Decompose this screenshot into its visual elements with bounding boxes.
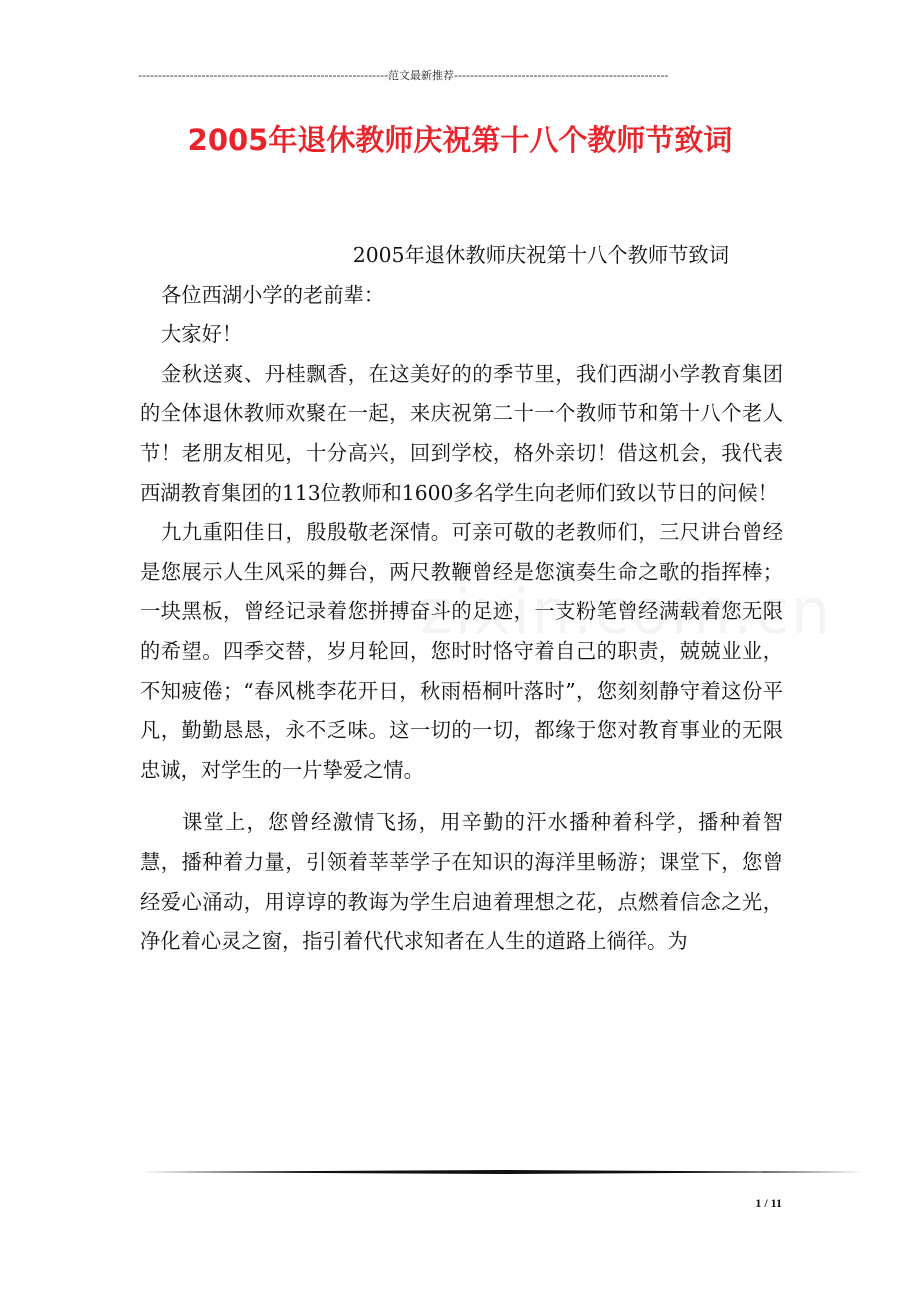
paragraph-3: 课堂上，您曾经激情飞扬，用辛勤的汗水播种着科学，播种着智慧，播种着力量，引领着莘莘学子在知识的海洋里畅游；课堂下，您曾经爱心涌动，用谆谆的教诲为学生启迪着理想之花，点燃着信念之光，净化着心灵之窗，指引着代代求知者在人生的道路上徜徉。为	[140, 810, 783, 954]
footer-rule	[140, 1170, 864, 1174]
paragraph-1: 金秋送爽、丹桂飘香，在这美好的的季节里，我们西湖小学教育集团的全体退休教师欢聚在一起，来庆祝第二十一个教师节和第十八个老人节！老朋友相见，十分高兴，回到学校，格外亲切！借这机会，我代表西湖教育集团的113位教师和1600多名学生向老师们致以节日的问候！	[140, 361, 783, 505]
document-title: 2005年退休教师庆祝第十八个教师节致词	[187, 123, 733, 157]
body-title: 2005年退休教师庆祝第十八个教师节致词	[352, 243, 729, 267]
paragraph-2: 九九重阳佳日，殷殷敬老深情。可亲可敬的老教师们，三尺讲台曾经是您展示人生风采的舞台，两尺教鞭曾经是您演奏生命之歌的指挥棒；一块黑板，曾经记录着您拼搏奋斗的足迹，一支粉笔曾经满载着您无限的希望。四季交替，岁月轮回，您时时恪守着自己的职责，兢兢业业，不知疲倦；“春风桃李花开日，秋雨梧桐叶落时”，您刻刻静守着这份平凡，勤勤恳恳，永不乏味。这一切的一切，都缘于您对教育事业的无限忠诚，对学生的一片挚爱之情。	[140, 520, 783, 782]
greeting: 大家好！	[161, 322, 243, 347]
page-header-banner: ---------------------------------------------------------------范文最新推荐------------------------------------------------------	[138, 69, 669, 82]
document-body	[140, 236, 783, 962]
page-number: 1 / 11	[755, 1196, 782, 1210]
salutation: 各位西湖小学的老前辈：	[161, 282, 385, 307]
